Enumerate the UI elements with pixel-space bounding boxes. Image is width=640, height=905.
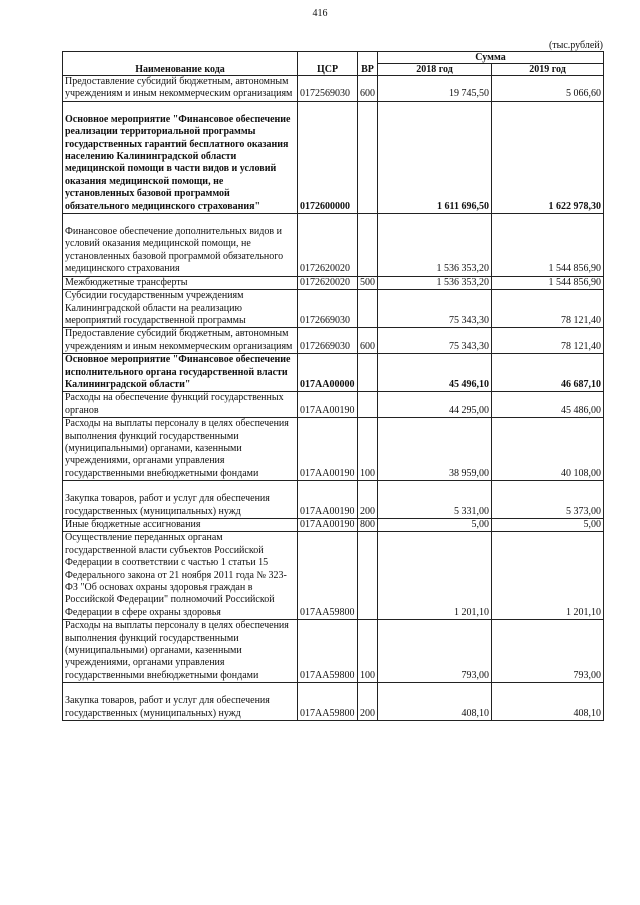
row-csr-cell: 0172669030	[298, 328, 358, 354]
row-amount-2018: 44 295,00	[378, 392, 492, 418]
header-year-2019: 2019 год	[492, 64, 604, 76]
header-row-top	[63, 52, 604, 64]
row-csr-cell: 017АА00000	[298, 354, 358, 392]
table-row	[63, 481, 604, 519]
table-row	[63, 392, 604, 418]
header-year-2018: 2018 год	[378, 64, 492, 76]
row-amount-2019: 78 121,40	[492, 290, 604, 328]
table-row	[63, 519, 604, 532]
table-row	[63, 101, 604, 213]
table-row	[63, 418, 604, 481]
row-amount-2019: 46 687,10	[492, 354, 604, 392]
header-name: Наименование кода	[63, 52, 298, 76]
table-row	[63, 76, 604, 102]
row-csr-cell: 017АА59800	[298, 620, 358, 683]
row-amount-2019: 1 544 856,90	[492, 214, 604, 277]
row-amount-2019: 5,00	[492, 519, 604, 532]
row-amount-2018: 1 611 696,50	[378, 101, 492, 213]
row-vr-cell	[358, 101, 378, 213]
row-vr-cell: 600	[358, 328, 378, 354]
budget-table	[62, 51, 604, 721]
row-vr-cell	[358, 354, 378, 392]
row-amount-2018: 45 496,10	[378, 354, 492, 392]
row-vr-cell: 100	[358, 620, 378, 683]
table-body	[63, 76, 604, 721]
row-amount-2019: 1 622 978,30	[492, 101, 604, 213]
header-vr: ВР	[358, 52, 378, 76]
row-name-cell: Предоставление субсидий бюджетным, автономным учреждениям и иным некоммерческим организациям	[63, 328, 298, 354]
row-amount-2019: 1 544 856,90	[492, 276, 604, 289]
row-amount-2018: 1 536 353,20	[378, 276, 492, 289]
table-row	[63, 620, 604, 683]
row-amount-2018: 5 331,00	[378, 481, 492, 519]
row-name-cell: Основное мероприятие "Финансовое обеспечение исполнительного органа государственной власти Калининградской области"	[63, 354, 298, 392]
row-vr-cell: 800	[358, 519, 378, 532]
row-vr-cell	[358, 392, 378, 418]
row-vr-cell	[358, 214, 378, 277]
row-csr-cell: 017АА00190	[298, 519, 358, 532]
row-csr-cell: 0172600000	[298, 101, 358, 213]
header-csr: ЦСР	[298, 52, 358, 76]
row-csr-cell: 0172669030	[298, 290, 358, 328]
row-csr-cell: 017АА00190	[298, 392, 358, 418]
row-name-cell: Субсидии государственным учреждениям Калининградской области на реализацию мероприятий государственной программы	[63, 290, 298, 328]
row-amount-2018: 408,10	[378, 683, 492, 721]
row-amount-2018: 38 959,00	[378, 418, 492, 481]
table-row	[63, 276, 604, 289]
page-number: 416	[312, 8, 328, 19]
row-csr-cell: 017АА59800	[298, 532, 358, 620]
units-label: (тыс.рублей)	[548, 40, 603, 51]
row-name-cell: Предоставление субсидий бюджетным, автономным учреждениям и иным некоммерческим организациям	[63, 76, 298, 102]
table-row	[63, 354, 604, 392]
row-csr-cell: 0172620020	[298, 276, 358, 289]
row-amount-2019: 793,00	[492, 620, 604, 683]
row-name-cell: Осуществление переданных органам государственной власти субъектов Российской Федерации в соответствии с частью 1 статьи 15 Федерального закона от 21 ноября 2011 года № 323-ФЗ "Об основах охраны здоровья граждан в Российской Федерации" полномочий Российской Федерации в сфере охраны здоровья	[63, 532, 298, 620]
row-amount-2018: 793,00	[378, 620, 492, 683]
row-csr-cell: 017АА59800	[298, 683, 358, 721]
row-amount-2019: 408,10	[492, 683, 604, 721]
row-name-cell: Закупка товаров, работ и услуг для обеспечения государственных (муниципальных) нужд	[63, 683, 298, 721]
row-csr-cell: 0172620020	[298, 214, 358, 277]
row-name-cell: Расходы на выплаты персоналу в целях обеспечения выполнения функций государственными (муниципальными) органами, казенными учреждениями, органами управления государственными внебюджетными фондами	[63, 620, 298, 683]
row-amount-2019: 40 108,00	[492, 418, 604, 481]
row-vr-cell: 200	[358, 683, 378, 721]
row-csr-cell: 017АА00190	[298, 481, 358, 519]
row-name-cell: Расходы на обеспечение функций государственных органов	[63, 392, 298, 418]
row-csr-cell: 017АА00190	[298, 418, 358, 481]
row-name-cell: Расходы на выплаты персоналу в целях обеспечения выполнения функций государственными (муниципальными) органами, казенными учреждениями, органами управления государственными внебюджетными фондами	[63, 418, 298, 481]
row-amount-2019: 78 121,40	[492, 328, 604, 354]
row-amount-2018: 5,00	[378, 519, 492, 532]
row-amount-2019: 45 486,00	[492, 392, 604, 418]
row-vr-cell: 500	[358, 276, 378, 289]
row-csr-cell: 0172569030	[298, 76, 358, 102]
row-name-cell: Финансовое обеспечение дополнительных видов и условий оказания медицинской помощи, не установленных базовой программой обязательного медицинского страхования	[63, 214, 298, 277]
row-amount-2018: 1 201,10	[378, 532, 492, 620]
row-amount-2018: 1 536 353,20	[378, 214, 492, 277]
row-name-cell: Основное мероприятие "Финансовое обеспечение реализации территориальной программы государственных гарантий бесплатного оказания населению Калининградской области медицинской помощи в части видов и условий оказания медицинской помощи, не установленных базовой программой обязательного медицинского страхования"	[63, 101, 298, 213]
table-row	[63, 532, 604, 620]
row-amount-2018: 75 343,30	[378, 290, 492, 328]
row-amount-2018: 75 343,30	[378, 328, 492, 354]
row-amount-2019: 1 201,10	[492, 532, 604, 620]
table-row	[63, 328, 604, 354]
row-name-cell: Иные бюджетные ассигнования	[63, 519, 298, 532]
row-amount-2018: 19 745,50	[378, 76, 492, 102]
table-row	[63, 683, 604, 721]
row-vr-cell	[358, 532, 378, 620]
row-vr-cell: 600	[358, 76, 378, 102]
row-vr-cell	[358, 290, 378, 328]
header-sum: Сумма	[378, 52, 604, 64]
row-amount-2019: 5 373,00	[492, 481, 604, 519]
row-name-cell: Межбюджетные трансферты	[63, 276, 298, 289]
row-vr-cell: 100	[358, 418, 378, 481]
row-amount-2019: 5 066,60	[492, 76, 604, 102]
table-row	[63, 290, 604, 328]
row-vr-cell: 200	[358, 481, 378, 519]
row-name-cell: Закупка товаров, работ и услуг для обеспечения государственных (муниципальных) нужд	[63, 481, 298, 519]
table-row	[63, 214, 604, 277]
